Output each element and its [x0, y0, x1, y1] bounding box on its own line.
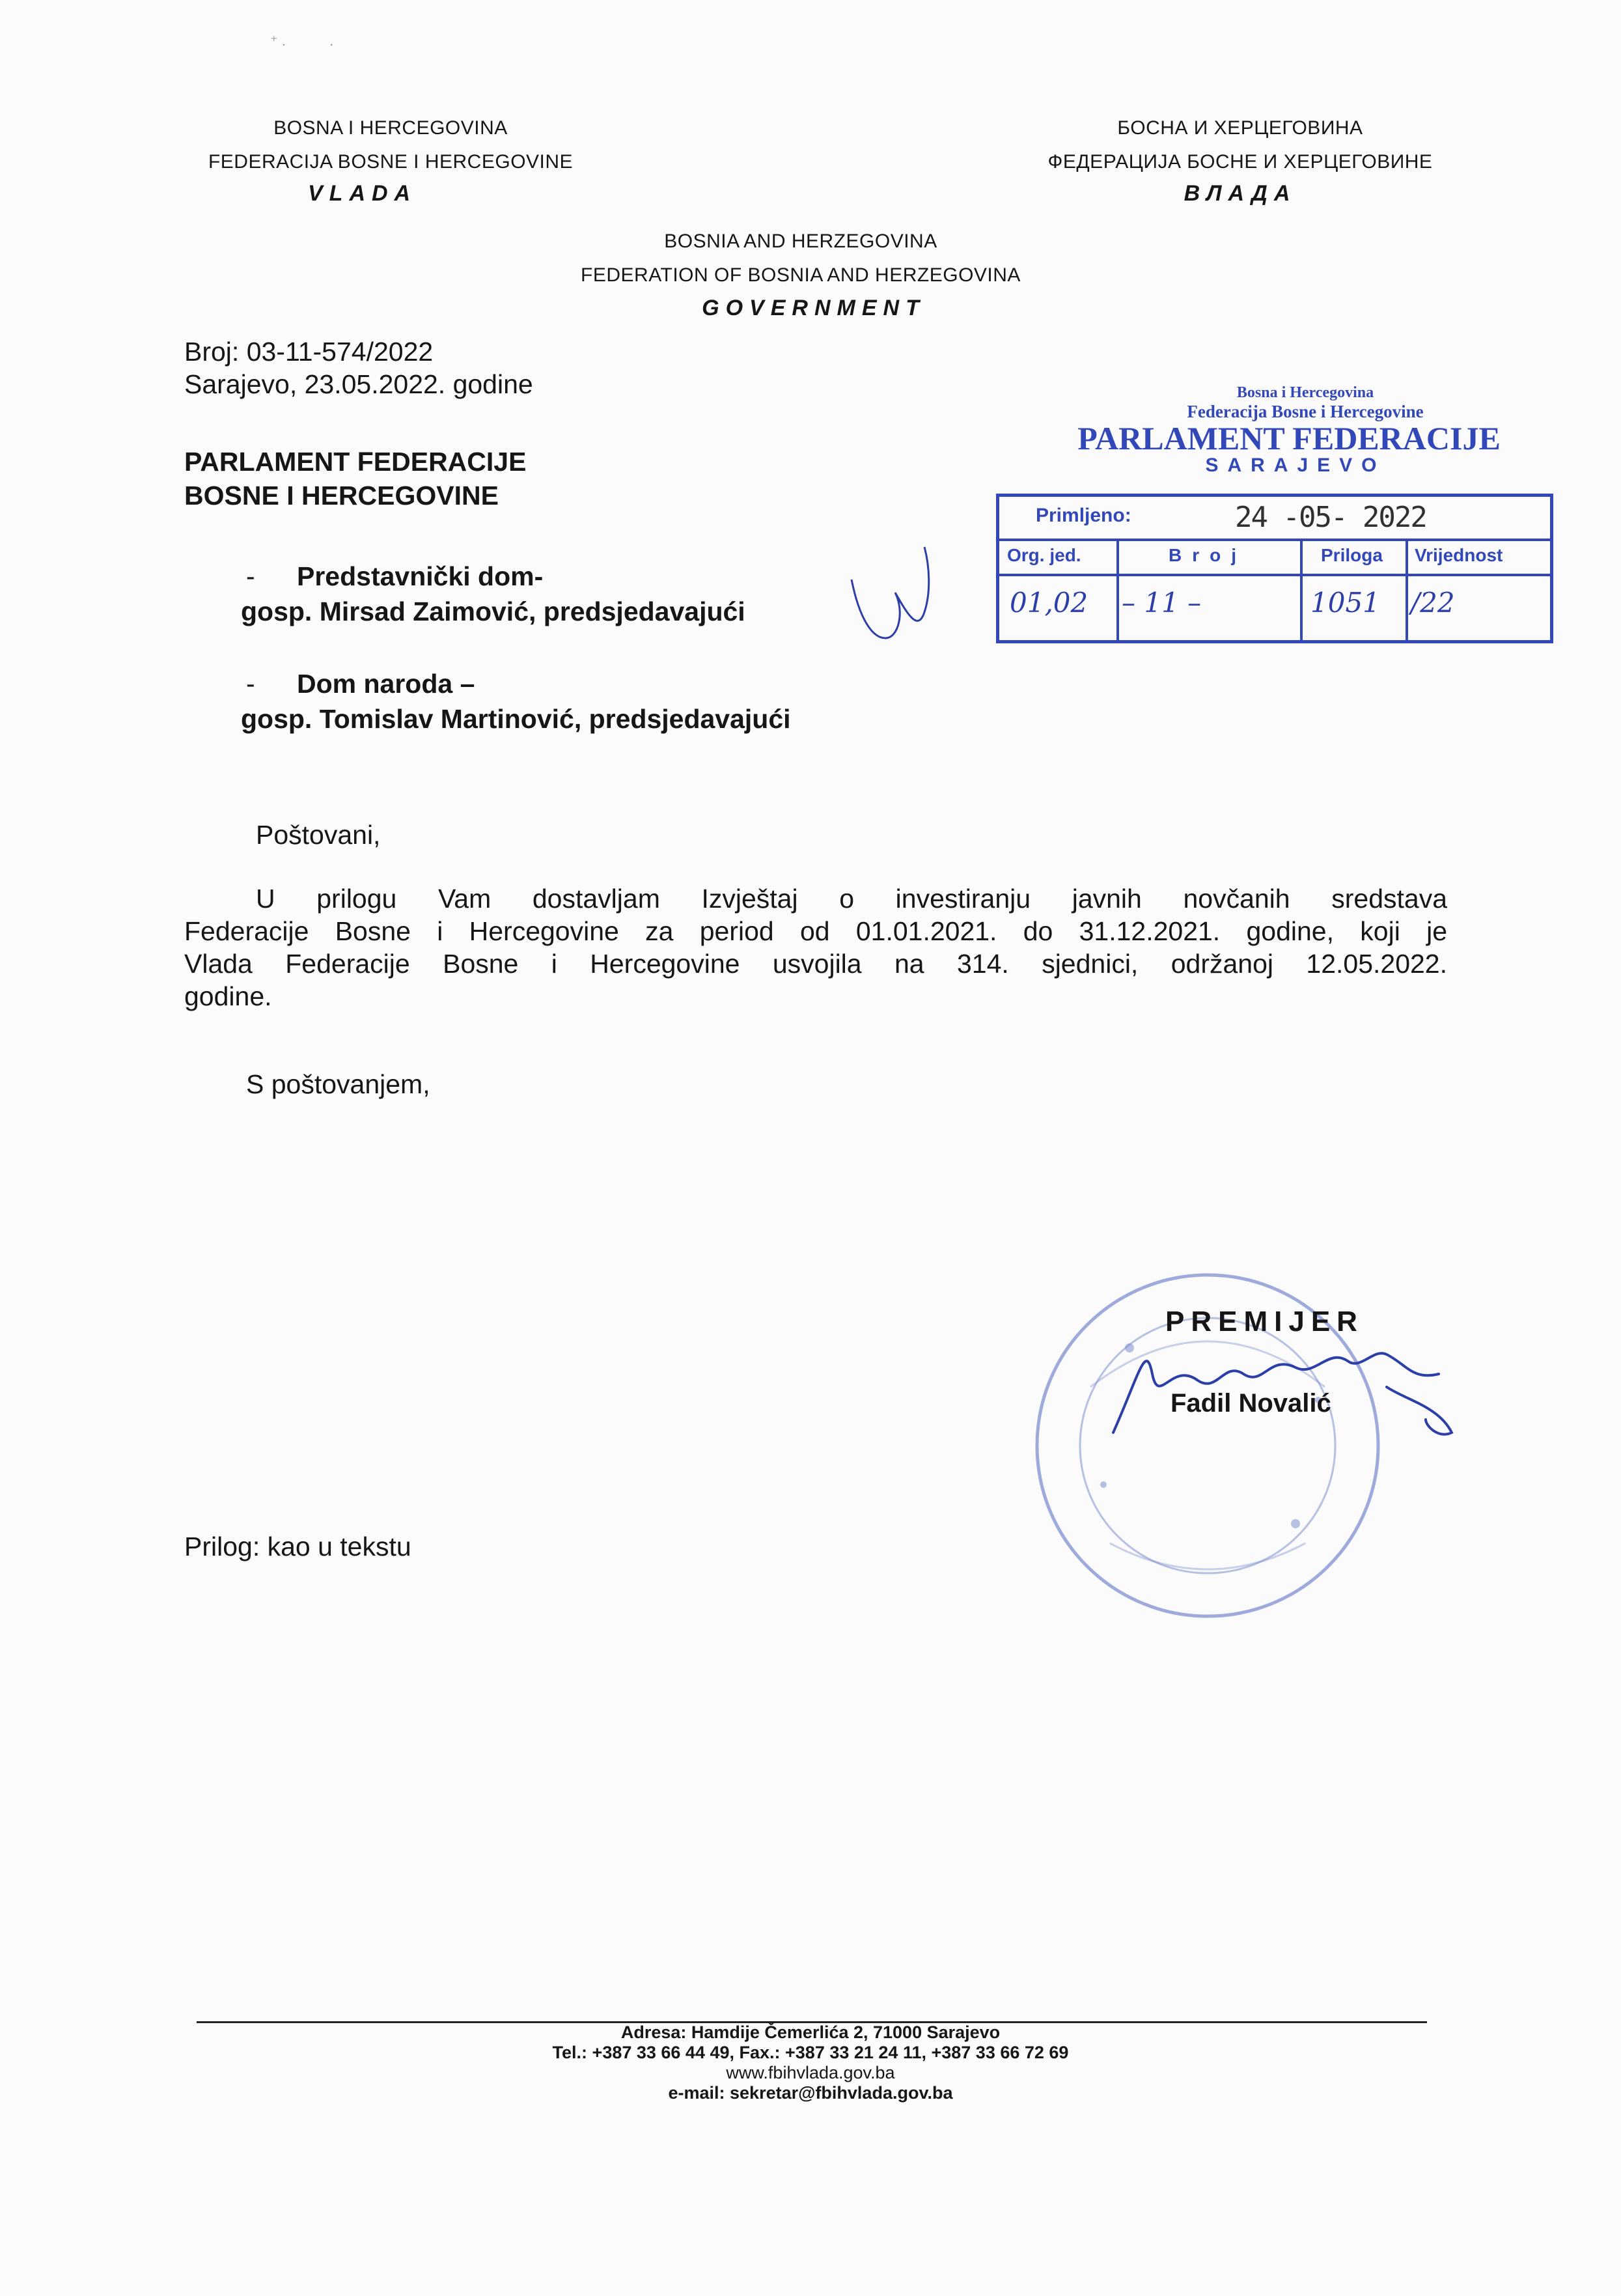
closing: S poštovanjem,: [246, 1069, 430, 1099]
letterhead-left-federation: FEDERACIJA BOSNE I HERCEGOVINE: [208, 151, 574, 173]
footer-web: www.fbihvlada.gov.ba: [726, 2063, 895, 2082]
footer-address: Adresa: Hamdije Čemerlića 2, 71000 Sarajevo: [620, 2023, 1001, 2042]
letterhead-right: [1016, 117, 1465, 206]
recipient-item-line2: gosp. Tomislav Martinović, predsjedavajući: [241, 704, 791, 734]
stamp-header-row: [999, 539, 1550, 576]
recipient-item-line2: gosp. Mirsad Zaimović, predsjedavajući: [241, 596, 745, 626]
reference-block: [184, 335, 533, 400]
recipient-line2: BOSNE I HERCEGOVINE: [184, 481, 499, 511]
letterhead-center-government: GOVERNMENT: [702, 296, 926, 320]
stamp-col-vrijednost: Vrijednost: [1415, 545, 1503, 565]
stamp-city: SARAJEVO: [1205, 455, 1386, 476]
stamp-parliament: PARLAMENT FEDERACIJE: [1077, 420, 1501, 456]
letterhead-center-country: BOSNIA AND HERZEGOVINA: [664, 231, 937, 252]
recipient-item-line1: Dom naroda –: [297, 669, 475, 699]
recipient-item-bullet: -: [246, 561, 255, 591]
stamp-col-priloga: Priloga: [1321, 545, 1383, 565]
stamp-received-label: Primljeno:: [1036, 505, 1131, 526]
letterhead-center-federation: FEDERATION OF BOSNIA AND HERZEGOVINA: [581, 264, 1021, 286]
paragraph-line: Federacije Bosne i Hercegovine za period od 01.01.2021. do 31.12.2021. godine, koji je: [184, 916, 1447, 946]
recipient-item-bullet: -: [246, 669, 255, 699]
stamp-received-row: [999, 497, 1550, 541]
letter-paragraph: [184, 882, 1447, 1013]
letterhead-center: [540, 231, 1061, 321]
recipient-item: [241, 559, 745, 629]
letterhead-left: [163, 117, 618, 206]
letterhead-left-country: BOSNA I HERCEGOVINA: [273, 117, 508, 139]
recipient-block: [184, 445, 526, 512]
stamp-val-priloga: 1051: [1310, 587, 1380, 619]
footer-phone: Tel.: +387 33 66 44 49, Fax.: +387 33 21 24 11, +387 33 66 72 69: [552, 2043, 1069, 2062]
reference-date: Sarajevo, 23.05.2022. godine: [184, 369, 533, 399]
stamp-val-vrijednost: /22: [1411, 587, 1455, 619]
receipt-stamp-table: [996, 494, 1553, 643]
receipt-stamp: [996, 384, 1556, 477]
paragraph-line-last: godine.: [184, 981, 272, 1011]
stamp-country: Bosna i Hercegovina: [1236, 384, 1374, 401]
letterhead-right-government: ВЛАДА: [1184, 181, 1297, 206]
scan-mark: ⁺ . .: [270, 33, 334, 49]
footer: [195, 2023, 1426, 2103]
attachment-note: Prilog: kao u tekstu: [184, 1532, 411, 1561]
reference-number: Broj: 03-11-574/2022: [184, 337, 434, 367]
stamp-values-row: [999, 578, 1550, 636]
recipient-line1: PARLAMENT FEDERACIJE: [184, 447, 527, 477]
signature-name: Fadil Novalić: [1171, 1389, 1331, 1418]
letterhead-right-country: БОСНА И ХЕРЦЕГОВИНА: [1117, 117, 1363, 139]
stamp-val-broj: – 11 –: [1122, 587, 1202, 619]
stamp-received-date: 24 -05- 2022: [1235, 501, 1426, 534]
signature-title: PREMIJER: [1165, 1306, 1364, 1337]
stamp-val-org: 01,02: [1010, 587, 1088, 619]
letterhead-left-government: VLADA: [308, 181, 417, 206]
paragraph-line: Vlada Federacije Bosne i Hercegovine usvojila na 314. sjednici, održanoj 12.05.2022.: [184, 949, 1447, 979]
stamp-federation: Federacija Bosne i Hercegovine: [1187, 402, 1424, 421]
paragraph-line: U prilogu Vam dostavljam Izvještaj o investiranju javnih novčanih sredstava: [256, 884, 1447, 914]
salutation: Poštovani,: [256, 820, 381, 850]
stamp-col-org: Org. jed.: [1007, 545, 1081, 565]
initials-scribble: [846, 540, 937, 651]
letterhead-right-federation: ФЕДЕРАЦИЈА БОСНЕ И ХЕРЦЕГОВИНЕ: [1047, 151, 1433, 173]
stamp-col-broj: Broj: [1169, 545, 1247, 565]
footer-email: e-mail: sekretar@fbihvlada.gov.ba: [668, 2083, 953, 2103]
recipient-item: [241, 666, 791, 736]
recipient-item-line1: Predstavnički dom-: [297, 561, 544, 591]
